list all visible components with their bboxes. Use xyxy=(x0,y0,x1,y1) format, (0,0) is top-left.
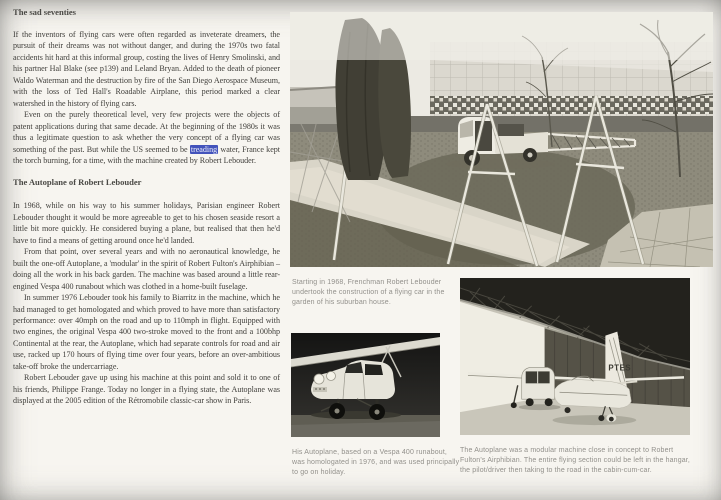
tail-registration-text: PTES xyxy=(608,363,632,373)
section-heading-autoplane: The Autoplane of Robert Lebouder xyxy=(13,177,142,188)
paragraph-5: In summer 1976 Lebouder took his family to Biarritz in the machine, which he had managed to get homologated and which proved to have more than satisfactory performance: over 40mph on the road and up to 110mph in flight. Equipped with two engines, the original Vespa 400 two-stroke moved to the front and a 100bhp Continental at the rear, the Autoplane, which had separate controls for road and air use, racked up 170 hours of flying time over four years, before an over-ambitious take-off broke the undercarriage. xyxy=(13,293,280,371)
photo-garden-construction xyxy=(290,12,713,267)
photo-autoplane-night-image xyxy=(291,333,440,437)
paragraph-4: From that point, over several years and with no aeronautical knowledge, he built the one-off Autoplane, a 'modular' in the spirit of Robert Fulton's Airphibian – doing all the work in his back garden. The machine was based around a little rear-engined Vespa 400 runabout which was clothed in a home-built fuselage. xyxy=(13,247,280,291)
photo-garden-construction-image xyxy=(290,12,713,267)
caption-photo2: His Autoplane, based on a Vespa 400 runabout, was homologated in 1976, and was used principally to go on holiday. xyxy=(292,449,460,476)
article-column xyxy=(13,7,280,407)
caption-photo1: Starting in 1968, Frenchman Robert Lebouder undertook the construction of a flying car in the garden of his suburban house. xyxy=(292,279,445,306)
paragraph-2-after: water, France kept the torch burning, for a time, with the machine created by Robert Lebouder. xyxy=(13,144,280,165)
paragraph-2-before: Even on the purely theoretical level, very few projects were the objects of patent applications during that same decade. At the beginning of the 1980s it was thus a legitimate question to ask whether the very concept of a flying car was something of the past. But while the US seemed to be xyxy=(13,110,280,154)
paragraph-3: In 1968, while on his way to his summer holidays, Parisian engineer Robert Lebouder thought it would be more agreeable to get to his chosen seaside resort a little bit more quickly. He considered buying a plane, but realised that then he'd have to find a means of getting around once he'd landed. xyxy=(13,201,280,245)
photo-autoplane-night xyxy=(291,333,440,437)
photo-hangar-image xyxy=(460,278,690,435)
photo-hangar xyxy=(460,278,690,435)
highlighted-word: treading xyxy=(190,144,218,154)
section-heading-sad-seventies: The sad seventies xyxy=(13,7,76,17)
caption-photo3: The Autoplane was a modular machine close in concept to Robert Fulton's Airphibian. The entire flying section could be left in the hangar, the pilot/driver then taking to the road in the cabin-cum-car. xyxy=(460,447,690,474)
paragraph-1: If the inventors of flying cars were often regarded as inveterate dreamers, the pursuit of their dreams was not without danger, and during the 1970s two fatal accidents hit hard at this informal group, costing the lives of Henry Smolinski, and his partner Hal Blake (see p139) and Leland Bryan. Added to the death of pioneer Waldo Waterman and the destruction by fire of the San Diego Aerospace Museum, with the loss of Ted Hall's Roadable Airplane, this period marked a clear watershed in the history of flying cars. xyxy=(13,30,280,108)
paragraph-2 xyxy=(13,109,280,166)
paragraph-6: Robert Lebouder gave up using his machine at this point and sold it to one of his friends, Philippe Frange. Today no longer in a flying state, the Autoplane was displayed at the 2005 edition of the Rétromobile classic-car show in Paris. xyxy=(13,373,280,406)
